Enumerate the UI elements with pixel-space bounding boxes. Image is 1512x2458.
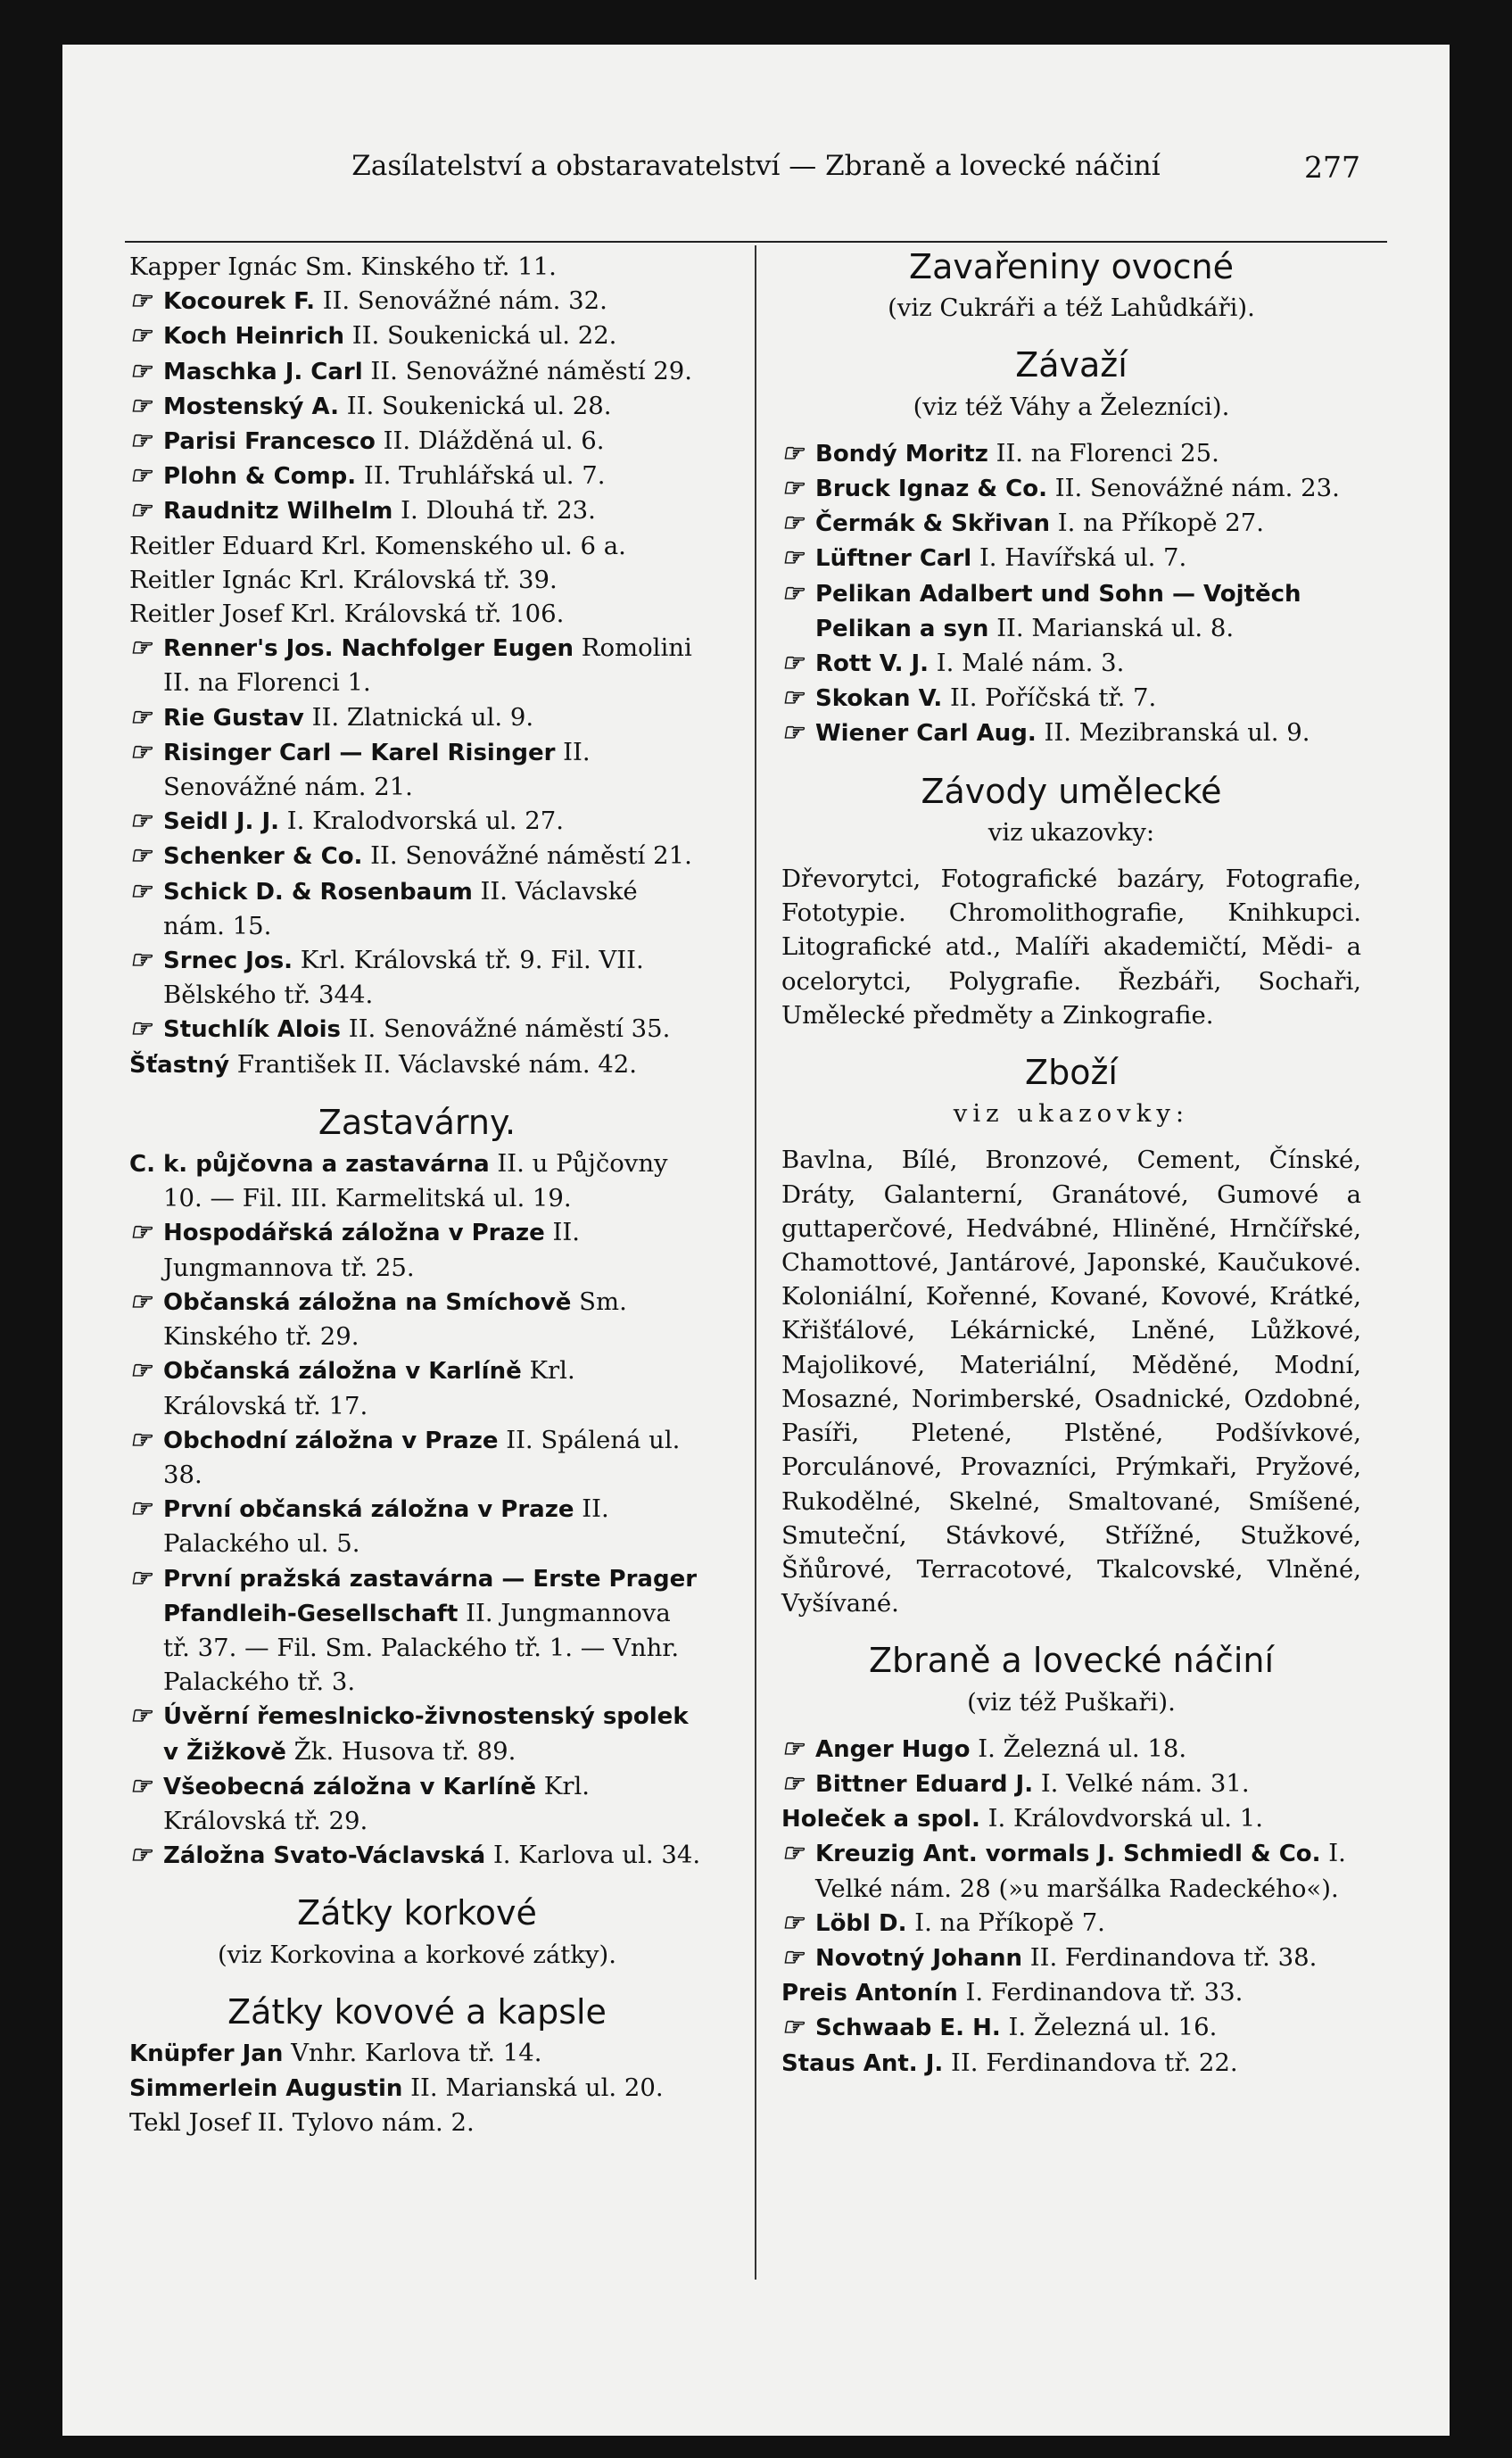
directory-entry: [129, 1047, 705, 1082]
entry-name: Schwaab E. H.: [815, 2015, 1001, 2042]
entry-address: II. Soukenická ul. 28.: [339, 391, 612, 420]
entry-name: Kocourek F.: [163, 288, 315, 316]
section-title-zavazi: Závaží: [1015, 345, 1128, 385]
directory-list: [129, 2036, 705, 2140]
entry-address: Krl. Královská tř. 9. Fil. VII. Bělského tř. 344.: [163, 946, 644, 1010]
entry-name: Novotný Johann: [815, 1944, 1022, 1972]
entry-address: I. Dlouhá tř. 23.: [392, 496, 596, 526]
entry-name: Simmerlein Augustin: [129, 2075, 403, 2103]
pointing-hand-icon: ☞: [129, 1771, 152, 1800]
entry-address: II. Jungmannova tř. 37. — Fil. Sm. Palackého tř. 1. — Vnhr. Palackého tř. 3.: [163, 1598, 680, 1697]
directory-entry: [129, 389, 705, 424]
entry-name: Preis Antonín: [781, 1980, 958, 2007]
entry-address: II. Ferdinandova tř. 22.: [943, 2048, 1238, 2077]
entry-address: I. Železná ul. 16.: [1000, 2013, 1218, 2042]
pointing-hand-icon: ☞: [781, 683, 804, 713]
pointing-hand-icon: ☞: [129, 737, 152, 766]
entry-address: II. Marianská ul. 20.: [402, 2073, 664, 2103]
directory-entry: [129, 459, 705, 493]
entry-address: I. Velké nám. 31.: [1033, 1768, 1250, 1798]
pointing-hand-icon: ☞: [781, 474, 804, 503]
entry-name: Schick D. & Rosenbaum: [163, 878, 473, 906]
entry-address: II. na Florenci 25.: [987, 438, 1219, 468]
directory-entry: [781, 506, 1361, 541]
entry-address: II. Ferdinandova tř. 38.: [1021, 1942, 1318, 1972]
section-title-zbrane: Zbraně a lovecké náčiní: [868, 1641, 1275, 1681]
directory-entry: [129, 1561, 705, 1700]
directory-entry: [129, 424, 705, 459]
directory-entry: [129, 1838, 705, 1873]
directory-entry: [129, 354, 705, 389]
directory-entry: [129, 493, 705, 528]
directory-list: [781, 1732, 1361, 2081]
entry-name: Bittner Eduard J.: [815, 1770, 1034, 1798]
section-note: viz ukazovky:: [953, 1099, 1190, 1129]
directory-entry: [781, 1801, 1361, 1836]
directory-list: [781, 436, 1361, 751]
directory-entry: [129, 319, 705, 353]
entry-name: Seidl J. J.: [163, 808, 279, 836]
directory-entry: [781, 471, 1361, 506]
entry-name: Renner's Jos. Nachfolger Eugen: [163, 635, 574, 663]
pointing-hand-icon: ☞: [129, 1356, 152, 1386]
entry-name: Občanská záložna v Karlíně: [163, 1358, 522, 1386]
left-column: [129, 250, 705, 2140]
section-title-zatky-korkove: Zátky korkové: [297, 1893, 537, 1933]
pointing-hand-icon: ☞: [129, 1218, 152, 1247]
pointing-hand-icon: ☞: [781, 1942, 804, 1972]
entry-address: II. Senovážné náměstí 21.: [362, 841, 692, 871]
directory-entry: [781, 646, 1361, 681]
entry-address: Tekl Josef II. Tylovo nám. 2.: [129, 2108, 475, 2138]
directory-entry: [781, 2046, 1361, 2081]
entry-name: Obchodní záložna v Praze: [163, 1427, 499, 1454]
entry-name: Maschka J. Carl: [163, 358, 363, 385]
entry-name: První občanská záložna v Praze: [163, 1496, 574, 1524]
pointing-hand-icon: ☞: [129, 461, 152, 491]
pointing-hand-icon: ☞: [129, 1287, 152, 1316]
entry-address: II. Senovážné náměstí 35.: [341, 1014, 671, 1044]
pointing-hand-icon: ☞: [781, 2013, 804, 2042]
directory-entry: [129, 1769, 705, 1838]
entry-name: Koch Heinrich: [163, 323, 344, 351]
entry-address: I. Královdvorská ul. 1.: [979, 1804, 1263, 1833]
entry-address: II. Senovážné nám. 32.: [314, 286, 607, 316]
pointing-hand-icon: ☞: [781, 718, 804, 748]
entry-address: Krl. Královská tř. 17.: [163, 1356, 575, 1420]
entry-name: Staus Ant. J.: [781, 2049, 944, 2077]
pointing-hand-icon: ☞: [129, 496, 152, 526]
directory-entry: [781, 716, 1361, 750]
column-divider: [755, 245, 756, 2280]
entry-name: Šťastný: [129, 1051, 230, 1079]
page-number: 277: [1304, 150, 1360, 185]
entry-address: II. Marianská ul. 8.: [988, 613, 1235, 642]
entry-name: Mostenský A.: [163, 393, 340, 420]
section-note: (viz Korkovina a korkové zátky).: [217, 1940, 617, 1969]
directory-entry: [781, 436, 1361, 471]
entry-address: I. Železná ul. 18.: [970, 1734, 1187, 1763]
pointing-hand-icon: ☞: [781, 1768, 804, 1798]
entry-name: Wiener Carl Aug.: [815, 720, 1037, 748]
entry-address: II. Senovážné nám. 23.: [1046, 474, 1340, 503]
section-note: (viz též Puškaři).: [967, 1687, 1176, 1717]
entry-name: Bruck Ignaz & Co.: [815, 476, 1047, 503]
right-column: [781, 247, 1361, 2081]
pointing-hand-icon: ☞: [781, 578, 804, 608]
entry-address: II. Dlážděná ul. 6.: [375, 426, 605, 456]
pointing-hand-icon: ☞: [129, 876, 152, 906]
directory-entry: [129, 1423, 705, 1492]
pointing-hand-icon: ☞: [129, 321, 152, 351]
entry-name: Srnec Jos.: [163, 948, 293, 975]
pointing-hand-icon: ☞: [781, 1839, 804, 1868]
directory-entry: [781, 1975, 1361, 2010]
entry-address: I. Karlova ul. 34.: [485, 1841, 701, 1870]
pointing-hand-icon: ☞: [129, 1494, 152, 1524]
directory-entry: [781, 2010, 1361, 2045]
pointing-hand-icon: ☞: [129, 841, 152, 871]
entry-name: C. k. půjčovna a zastavárna: [129, 1151, 490, 1179]
entry-address: Reitler Josef Krl. Královská tř. 106.: [129, 600, 565, 629]
pointing-hand-icon: ☞: [129, 1701, 152, 1731]
pointing-hand-icon: ☞: [129, 702, 152, 732]
entry-name: Rott V. J.: [815, 650, 930, 678]
section-note: viz ukazovky:: [987, 817, 1155, 847]
directory-entry: [781, 576, 1361, 646]
directory-entry: [781, 1767, 1361, 1801]
entry-address: Žk. Husova tř. 89.: [285, 1736, 516, 1766]
section-note: (viz též Váhy a Železníci).: [913, 392, 1230, 421]
directory-entry: [129, 1215, 705, 1284]
pointing-hand-icon: ☞: [781, 1734, 804, 1763]
pointing-hand-icon: ☞: [129, 356, 152, 385]
directory-entry: [129, 1492, 705, 1560]
directory-entry: [129, 2106, 705, 2139]
entry-address: II. Zlatnická ul. 9.: [303, 702, 534, 732]
directory-entry: [781, 1836, 1361, 1905]
pointing-hand-icon: ☞: [781, 509, 804, 538]
entry-address: II. Palackého ul. 5.: [163, 1494, 609, 1559]
entry-name: Rie Gustav: [163, 704, 304, 732]
entry-address: Reitler Eduard Krl. Komenského ul. 6 a.: [129, 531, 626, 560]
book-page: [62, 45, 1450, 2436]
directory-entry: [129, 804, 705, 839]
entry-address: II. Václavské nám. 15.: [163, 876, 638, 940]
entry-address: II. Poříčská tř. 7.: [942, 683, 1157, 713]
running-title: Zasílatelství a obstaravatelství — Zbraně a lovecké náčiní: [351, 150, 1161, 182]
pointing-hand-icon: ☞: [129, 633, 152, 663]
pointing-hand-icon: ☞: [129, 391, 152, 420]
entry-name: Bondý Moritz: [815, 440, 988, 468]
pointing-hand-icon: ☞: [129, 1841, 152, 1870]
entry-address: I. Ferdinandova tř. 33.: [957, 1978, 1243, 2007]
entry-address: II. u Půjčovny 10. — Fil. III. Karmelitská ul. 19.: [163, 1149, 668, 1213]
directory-entry: [129, 1285, 705, 1353]
section-title-zbozi: Zboží: [1025, 1053, 1118, 1093]
section-title-zavareniny: Zavařeniny ovocné: [909, 247, 1234, 286]
directory-entry: [129, 284, 705, 319]
pointing-hand-icon: ☞: [129, 807, 152, 836]
entry-address: I. Velké nám. 28 (»u maršálka Radeckého«).: [815, 1839, 1346, 1903]
directory-entry: [129, 529, 705, 563]
entry-name: Hospodářská záložna v Praze: [163, 1220, 545, 1247]
directory-entry: [129, 1012, 705, 1047]
entry-name: Kreuzig Ant. vormals J. Schmiedl & Co.: [815, 1841, 1321, 1868]
entry-name: Lüftner Carl: [815, 545, 972, 573]
pointing-hand-icon: ☞: [129, 286, 152, 316]
entry-name: Všeobecná záložna v Karlíně: [163, 1773, 537, 1800]
entry-address: II. Senovážné nám. 21.: [163, 737, 591, 802]
entry-name: Plohn & Comp.: [163, 463, 357, 491]
entry-name: Löbl D.: [815, 1909, 907, 1937]
entry-address: Romolini II. na Florenci 1.: [163, 633, 692, 698]
directory-entry: [129, 597, 705, 631]
entry-address: Kapper Ignác Sm. Kinského tř. 11.: [129, 252, 557, 281]
directory-entry: [129, 700, 705, 735]
entry-name: Úvěrní řemeslnicko-živnostenský spolek v Žižkově: [163, 1703, 689, 1766]
entry-address: František II. Václavské nám. 42.: [229, 1049, 638, 1079]
entry-name: Risinger Carl — Karel Risinger: [163, 739, 556, 766]
entry-address: II. Soukenická ul. 22.: [344, 321, 617, 351]
entry-name: Knüpfer Jan: [129, 2040, 284, 2067]
directory-entry: [129, 1699, 705, 1768]
section-title-zatky-kovove: Zátky kovové a kapsle: [227, 1991, 607, 2032]
directory-entry: [129, 1146, 705, 1215]
directory-entry: [129, 631, 705, 699]
pointing-hand-icon: ☞: [129, 426, 152, 456]
pointing-hand-icon: ☞: [781, 1908, 804, 1937]
directory-entry: [781, 681, 1361, 716]
directory-list: [129, 250, 705, 1082]
directory-entry: [129, 735, 705, 804]
pointing-hand-icon: ☞: [781, 543, 804, 573]
entry-name: Parisi Francesco: [163, 428, 376, 456]
directory-entry: [129, 943, 705, 1012]
directory-entry: [781, 541, 1361, 575]
entry-address: II. Senovážné náměstí 29.: [362, 356, 693, 385]
directory-entry: [129, 563, 705, 597]
directory-entry: [781, 1732, 1361, 1767]
entry-address: II. Spálená ul. 38.: [163, 1425, 681, 1489]
entry-address: I. na Příkopě 7.: [906, 1908, 1105, 1937]
entry-address: I. Kralodvorská ul. 27.: [279, 807, 565, 836]
entry-name: Občanská záložna na Smíchově: [163, 1288, 572, 1316]
section-title-zastavarny: Zastavárny.: [318, 1102, 516, 1142]
entry-name: Záložna Svato-Václavská: [163, 1842, 486, 1870]
directory-entry: [781, 1906, 1361, 1941]
directory-entry: [129, 2036, 705, 2071]
entry-name: Anger Hugo: [815, 1735, 971, 1763]
entry-name: Schenker & Co.: [163, 843, 363, 871]
cross-reference-paragraph: Dřevorytci, Fotografické bazáry, Fotografie, Fototypie. Chromolithografie, Knihkupci. Litografické atd., Malíři akademičtí, Mědi- a ocelorytci, Polygrafie. Řezbáři, Sochaři, Umělecké předměty a Zinkografie.: [781, 865, 1361, 1030]
entry-name: Stuchlík Alois: [163, 1016, 342, 1044]
directory-entry: [129, 1353, 705, 1422]
entry-address: I. na Příkopě 27.: [1050, 509, 1264, 538]
pointing-hand-icon: ☞: [781, 649, 804, 678]
pointing-hand-icon: ☞: [129, 946, 152, 975]
running-head: [62, 143, 1450, 196]
cross-reference-paragraph: Bavlna, Bílé, Bronzové, Cement, Čínské, Dráty, Galanterní, Granátové, Gumové a guttaperčové, Hedvábné, Hliněné, Hrnčířské, Chamottové, Jantárové, Japonské, Kaučukové. Koloniální, Kořenné, Kované, Kovové, Krátké, Křišťálové, Lékárnické, Lněné, Lůžkové, Majolikové, Materiální, Měděné, Modní, Mosazné, Norimberské, Osadnické, Ozdobné, Pasíři, Pletené, Plstěné, Podšívkové, Porculánové, Provazníci, Prýmkaři, Pryžové, Rukodělné, Skelné, Smaltované, Smíšené, Smuteční, Stávkové, Střížné, Stužkové, Šňůrové, Terracotové, Tkalcovské, Vlněné, Vyšívané.: [781, 1146, 1361, 1618]
pointing-hand-icon: ☞: [129, 1563, 152, 1593]
pointing-hand-icon: ☞: [781, 438, 804, 468]
directory-entry: [129, 2071, 705, 2106]
section-note: (viz Cukráři a též Lahůdkáři).: [888, 294, 1255, 323]
entry-name: První pražská zastavárna — Erste Prager Pfandleih-Gesellschaft: [163, 1565, 698, 1627]
entry-address: Krl. Královská tř. 29.: [163, 1771, 590, 1835]
entry-address: II. Mezibranská ul. 9.: [1036, 718, 1310, 748]
entry-address: Sm. Kinského tř. 29.: [163, 1287, 627, 1352]
entry-address: I. Havířská ul. 7.: [971, 543, 1187, 573]
directory-entry: [129, 874, 705, 943]
entry-address: Reitler Ignác Krl. Královská tř. 39.: [129, 565, 558, 594]
directory-entry: [129, 250, 705, 284]
entry-address: Vnhr. Karlova tř. 14.: [283, 2038, 542, 2067]
pointing-hand-icon: ☞: [129, 1425, 152, 1454]
entry-name: Raudnitz Wilhelm: [163, 498, 393, 526]
entry-name: Skokan V.: [815, 685, 943, 713]
section-title-zavody: Závody umělecké: [921, 771, 1222, 811]
entry-name: Holeček a spol.: [781, 1806, 980, 1833]
header-rule: [125, 241, 1387, 243]
entry-address: II. Jungmannova tř. 25.: [163, 1218, 581, 1282]
entry-name: Čermák & Skřivan: [815, 510, 1050, 538]
directory-list: [129, 1146, 705, 1873]
directory-entry: [781, 1941, 1361, 1975]
directory-entry: [129, 839, 705, 873]
pointing-hand-icon: ☞: [129, 1014, 152, 1044]
entry-address: I. Malé nám. 3.: [929, 649, 1125, 678]
entry-address: II. Truhlářská ul. 7.: [356, 461, 606, 491]
entry-name: Pelikan Adalbert und Sohn — Vojtěch Pelikan a syn: [815, 580, 1301, 642]
